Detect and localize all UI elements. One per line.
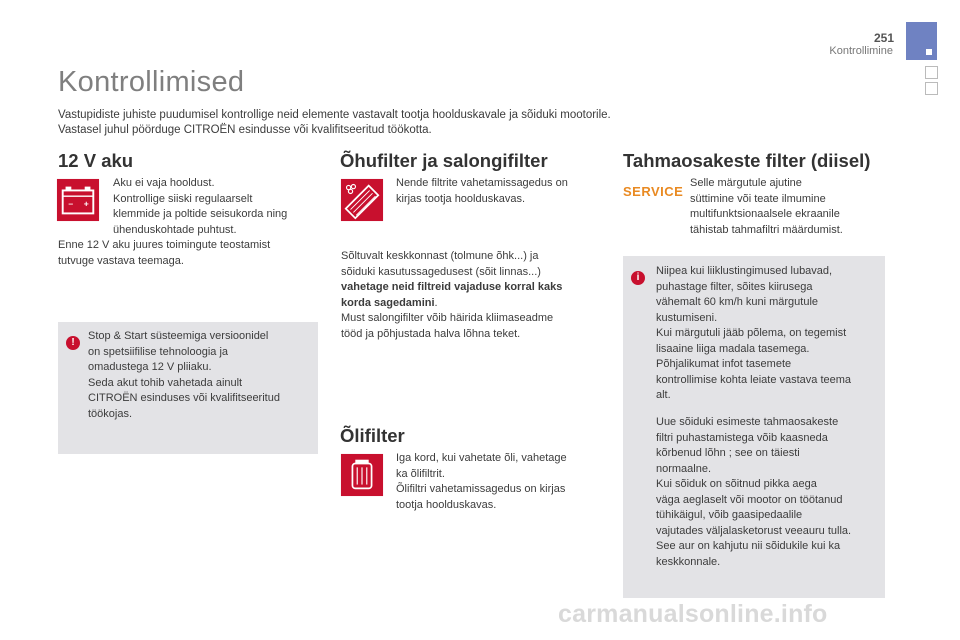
page-title: Kontrollimised (58, 66, 245, 98)
service-warning-icon: SERVICE (623, 184, 684, 199)
page-number: 251 (873, 31, 894, 45)
battery-short-text: Aku ei vaja hooldust. Kontrollige siiski regulaarselt klemmide ja poltide seisukorda ning ühenduskohtade puhtust. (113, 177, 288, 236)
chapter-marker-empty (925, 66, 938, 79)
svg-text:+: + (83, 198, 89, 209)
particle-filter-short-text: Selle märgutule ajutine süttimine või teate ilmumine multifunktsionaalsele ekraanile tähistab tahmafiltri määrdumist. (690, 177, 843, 236)
battery-full-text: Enne 12 V aku juures toimingute teostamist tutvuge vastava teemaga. (58, 239, 271, 267)
watermark: carmanualsonline.info (558, 600, 828, 628)
oil-filter-icon (340, 453, 384, 497)
air-filter-icon (340, 178, 384, 222)
battery-heading: 12 V aku (58, 150, 134, 171)
air-filter-short-text: Nende filtrite vahetamissagedus on kirjas tootja hoolduskavas. (396, 177, 568, 205)
battery-warning-text: Stop & Start süsteemiga versioonidel on spetsiifilise tehnoloogia ja omadustega 12 V pliiaku. Seda akut tohib vahetada ainult CITROËN esinduses või kvalifitseeritud töökojas. (88, 330, 280, 420)
air-filter-body: Sõltuvalt keskkonnast (tolmune õhk...) ja sõiduki kasutussagedusest (sõit linnas...) vahetage neid filtreid vajaduse korral kaks korda sagedamini. Must salongifilter võib häirida kliimaseadme tööd ja põhjustada halva lõhna teket. (341, 250, 563, 340)
particle-filter-info-box (623, 256, 885, 598)
particle-filter-info-text-1: Niipea kui liiklustingimused lubavad, puhastage filter, sõites kiirusega vähemalt 60 km/h kuni märgutule kustumiseni. Kui märgutuli jääb põlema, on tegemist lisaaine liiga madala tasemega. Põhjalikumat infot tasemete kontrollimise kohta leiate vastava teema alt. (656, 265, 852, 401)
battery-icon (56, 178, 100, 222)
particle-filter-info-text-2: Uue sõiduki esimeste tahmaosakeste filtri puhastamistega võib kaasneda kõrbenud lõhn ; see on täiesti normaalne. Kui sõiduk on sõitnud pikka aega väga aeglaselt või mootor on töötanud tühikäigul, võib gaasipedaalile vajutades väljalasketorust veeauru tulla. See aur on kahjutu nii sõidukile kui ka keskkonnale. (656, 416, 852, 568)
intro-text: Vastupidiste juhiste puudumisel kontrollige neid elemente vastavalt tootja hoolduskavale ja sõiduki mootorile. Vastasel juhul pöörduge CITROËN esindusse või kvalifitseeritud töökotta. (58, 109, 611, 136)
warning-icon: ! (66, 336, 80, 350)
info-icon: i (631, 271, 645, 285)
oil-filter-heading: Õlifilter (340, 425, 405, 446)
oil-filter-text: Iga kord, kui vahetate õli, vahetage ka õlifiltrit. Õlifiltri vahetamissagedus on kirjas tootja hoolduskavas. (396, 452, 567, 511)
air-filter-heading: Õhufilter ja salongifilter (340, 150, 548, 171)
chapter-tab (906, 22, 937, 60)
particle-filter-heading: Tahmaosakeste filter (diisel) (623, 150, 871, 171)
svg-text:–: – (68, 198, 74, 209)
battery-warning-box (58, 322, 318, 454)
section-label: Kontrollimine (829, 45, 893, 57)
chapter-marker-empty (925, 82, 938, 95)
